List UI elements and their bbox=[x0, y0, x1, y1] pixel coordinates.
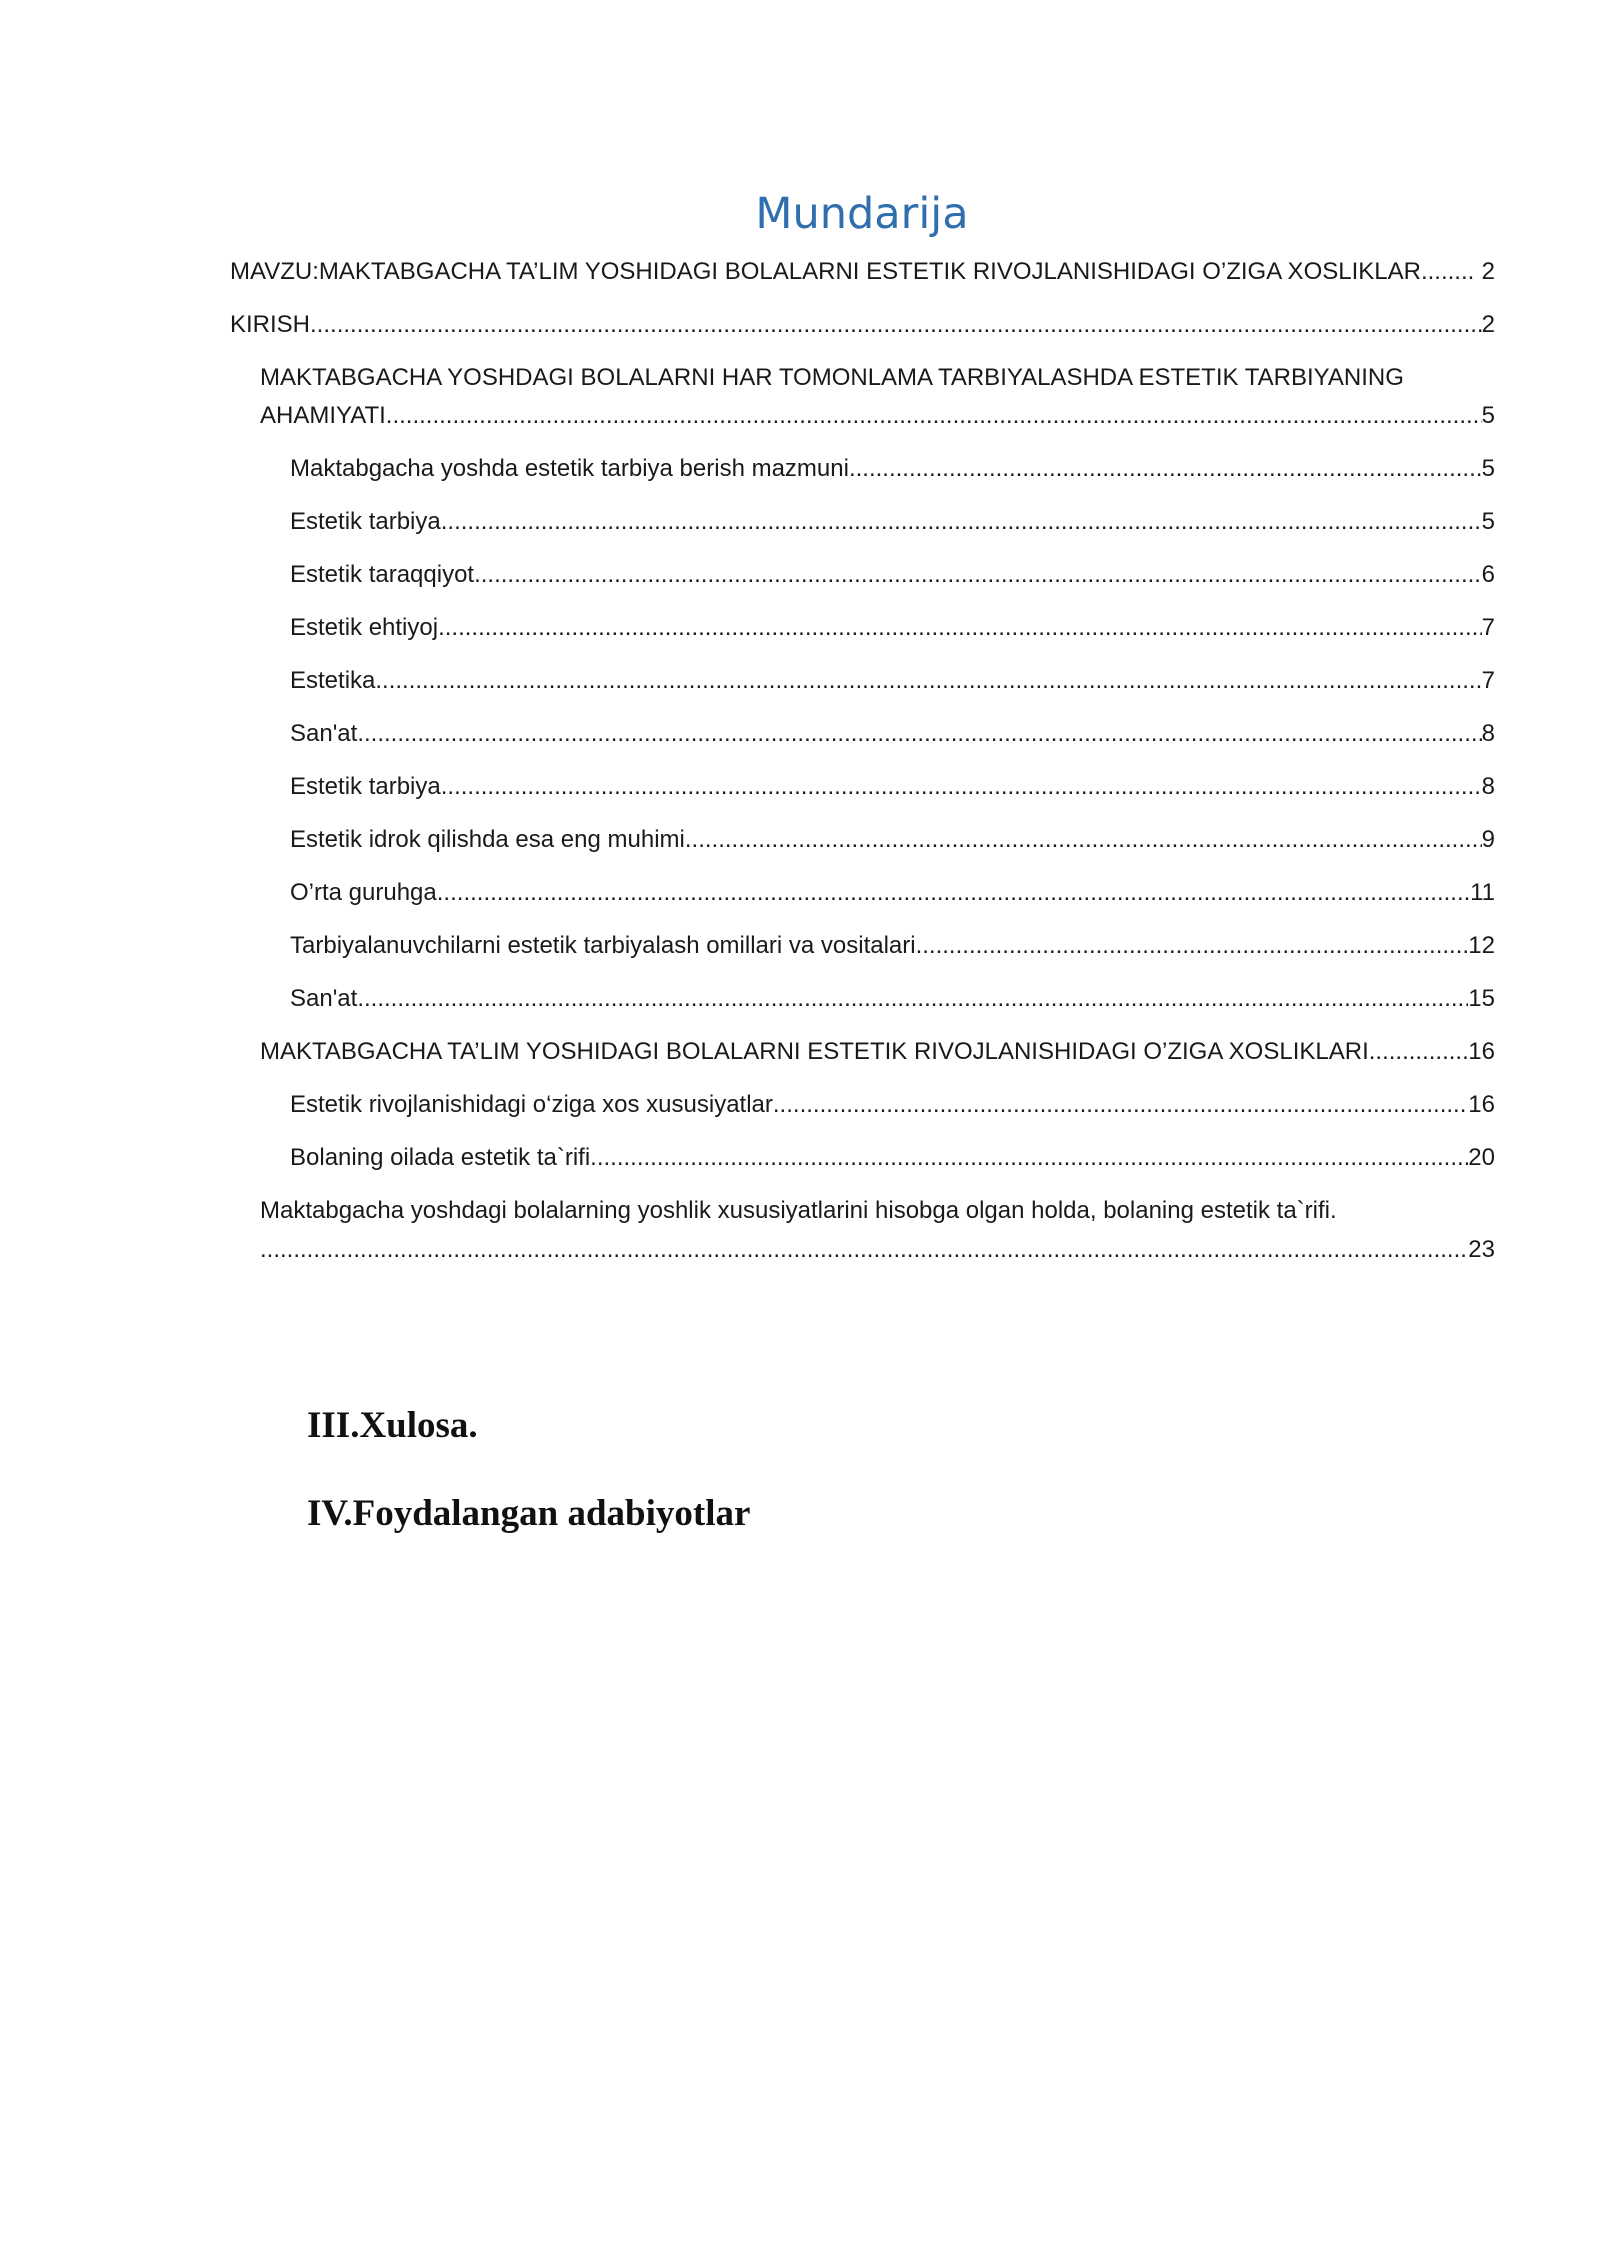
toc-entry-page: 2 bbox=[1481, 258, 1495, 285]
toc-entry-title: San'at bbox=[290, 985, 358, 1012]
toc-entry-page: 12 bbox=[1468, 932, 1495, 959]
toc-entry[interactable] bbox=[290, 608, 1495, 648]
toc-entry-title: Estetik tarbiya bbox=[290, 773, 441, 800]
toc-entry-title: Estetika bbox=[290, 667, 376, 694]
toc-leader bbox=[310, 305, 1482, 345]
toc-entry-page: 2 bbox=[1481, 311, 1495, 338]
toc-entry-title: Maktabgacha yoshda estetik tarbiya berish mazmuni bbox=[290, 455, 849, 482]
references-item: IV.Foydalangan adabiyotlar bbox=[307, 1493, 751, 1534]
toc-leader bbox=[438, 608, 1482, 648]
toc-entry-page: 9 bbox=[1481, 826, 1495, 853]
toc-entry-title: San'at bbox=[290, 720, 358, 747]
toc-entry[interactable] bbox=[290, 502, 1495, 542]
toc-leader bbox=[386, 396, 1482, 436]
toc-entry-page: 16 bbox=[1468, 1091, 1495, 1118]
toc-entry[interactable] bbox=[290, 661, 1495, 701]
toc-entry-title: O’rta guruhga bbox=[290, 879, 437, 906]
toc-entry-page: 8 bbox=[1481, 720, 1495, 747]
toc-entry[interactable] bbox=[290, 820, 1495, 860]
toc-leader bbox=[773, 1085, 1468, 1125]
conclusion-item: III.Xulosa. bbox=[307, 1405, 478, 1446]
toc-entry-title-line2: AHAMIYATI bbox=[260, 402, 386, 429]
toc-entry[interactable] bbox=[260, 1032, 1495, 1072]
toc-entry-page: 15 bbox=[1468, 985, 1495, 1012]
toc-entry[interactable] bbox=[230, 252, 1495, 292]
toc-entry[interactable] bbox=[290, 714, 1495, 754]
toc-leader bbox=[260, 1230, 1468, 1270]
toc-entry[interactable] bbox=[290, 1138, 1495, 1178]
toc-entry-page: 5 bbox=[1481, 455, 1495, 482]
toc-entry-title: Estetik taraqqiyot bbox=[290, 561, 475, 588]
toc-entry-page: 20 bbox=[1468, 1144, 1495, 1171]
toc-entry[interactable] bbox=[290, 926, 1495, 966]
toc-entry-title: Estetik rivojlanishidagi o‘ziga xos xususiyatlar bbox=[290, 1091, 773, 1118]
toc-leader bbox=[685, 820, 1482, 860]
toc-leader bbox=[437, 873, 1470, 913]
toc-leader bbox=[441, 767, 1482, 807]
toc-leader bbox=[357, 714, 1481, 754]
toc-entry-page: 7 bbox=[1481, 614, 1495, 641]
toc-leader bbox=[916, 926, 1469, 966]
toc-entry-page: 8 bbox=[1481, 773, 1495, 800]
toc-entry[interactable] bbox=[230, 305, 1495, 345]
toc-entry-title: KIRISH bbox=[230, 311, 311, 338]
toc-leader bbox=[590, 1138, 1468, 1178]
toc-leader bbox=[1428, 252, 1476, 292]
toc-entry-page: 11 bbox=[1470, 879, 1495, 906]
toc-entry-title: Maktabgacha yoshdagi bolalarning yoshlik xususiyatlarini hisobga olgan holda, bolaning estetik ta`rifi. bbox=[260, 1197, 1337, 1224]
toc-entry-title-line1: MAKTABGACHA YOSHDAGI BOLALARNI HAR TOMONLAMA TARBIYALASHDA ESTETIK TARBIYANING bbox=[260, 364, 1404, 391]
toc-entry-title: MAVZU:MAKTABGACHA TA’LIM YOSHIDAGI BOLALARNI ESTETIK RIVOJLANISHIDAGI O’ZIGA XOSLIKLAR. bbox=[230, 258, 1428, 285]
toc-entry[interactable] bbox=[290, 767, 1495, 807]
toc-entry-title: Estetik ehtiyoj bbox=[290, 614, 439, 641]
toc-entry[interactable] bbox=[290, 555, 1495, 595]
toc-entry-page: 5 bbox=[1481, 402, 1495, 429]
toc-entry-title: Estetik tarbiya bbox=[290, 508, 441, 535]
toc-entry[interactable] bbox=[290, 449, 1495, 489]
toc-entry-page: 16 bbox=[1468, 1038, 1495, 1065]
toc-entry-page: 5 bbox=[1481, 508, 1495, 535]
toc-entry-page: 23 bbox=[1468, 1236, 1495, 1263]
toc-leader bbox=[474, 555, 1482, 595]
toc-entry[interactable] bbox=[290, 1085, 1495, 1125]
toc-entry[interactable] bbox=[290, 873, 1495, 913]
toc-entry-title: Bolaning oilada estetik ta`rifi bbox=[290, 1144, 591, 1171]
toc-leader bbox=[441, 502, 1482, 542]
toc-entry[interactable] bbox=[290, 979, 1495, 1019]
toc-entry-title: MAKTABGACHA TA’LIM YOSHIDAGI BOLALARNI ESTETIK RIVOJLANISHIDAGI O’ZIGA XOSLIKLARI bbox=[260, 1038, 1369, 1065]
toc-leader bbox=[1369, 1032, 1469, 1072]
toc-leader bbox=[375, 661, 1481, 701]
toc-leader bbox=[849, 449, 1482, 489]
toc-leader bbox=[357, 979, 1468, 1019]
toc-entry-page: 7 bbox=[1481, 667, 1495, 694]
toc-title: Mundarija bbox=[755, 189, 969, 239]
toc-entry-title: Tarbiyalanuvchilarni estetik tarbiyalash omillari va vositalari bbox=[290, 932, 916, 959]
toc-entry-title: Estetik idrok qilishda esa eng muhimi bbox=[290, 826, 685, 853]
toc-entry-page: 6 bbox=[1481, 561, 1495, 588]
